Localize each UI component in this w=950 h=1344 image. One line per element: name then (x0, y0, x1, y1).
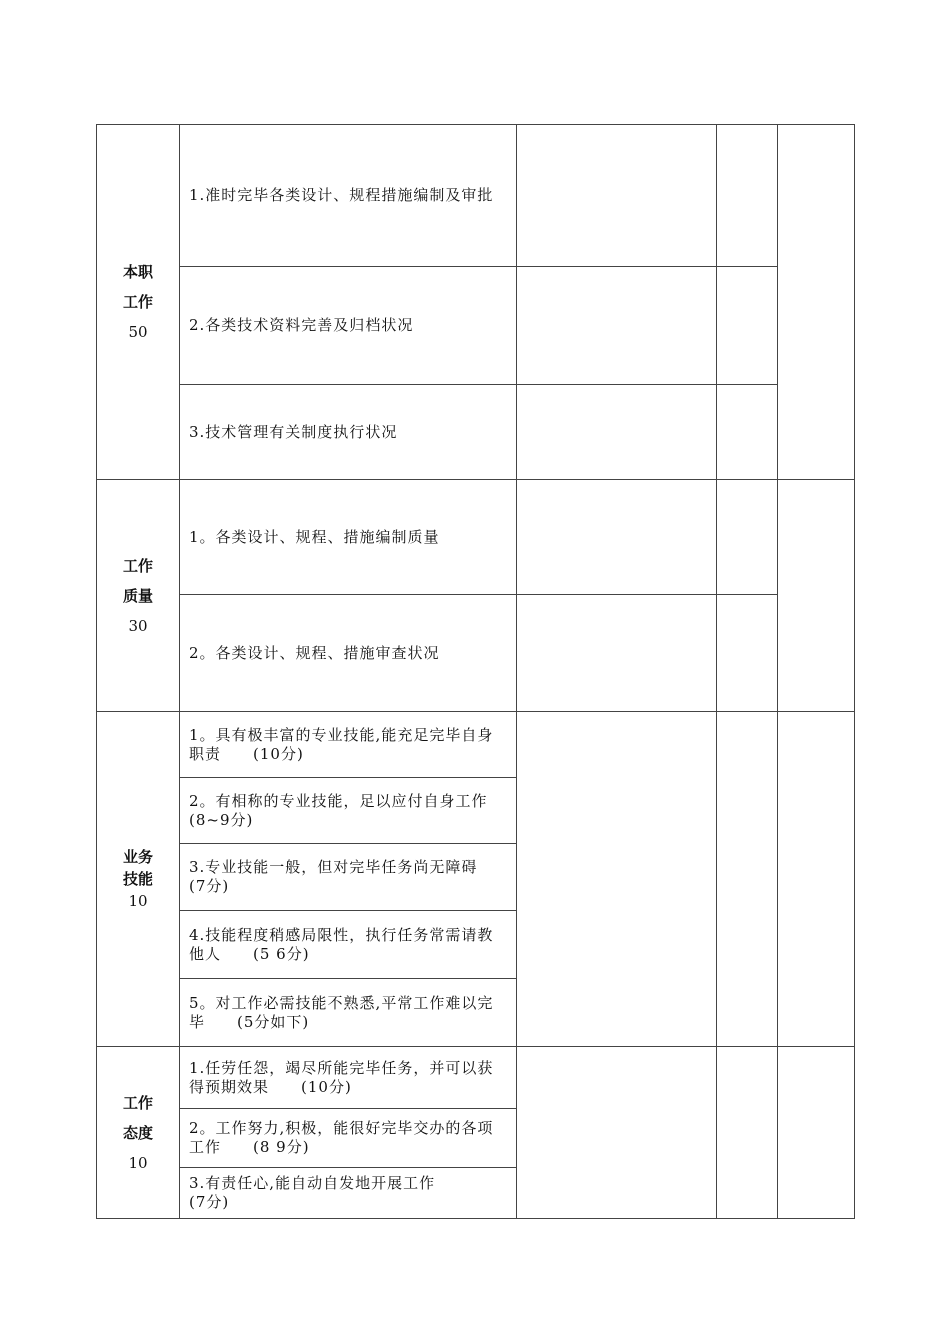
category-label-line: 工作 (122, 1093, 153, 1112)
table-row (97, 1047, 855, 1109)
table-row (97, 595, 855, 712)
empty-cell (778, 480, 855, 712)
criteria-item: 2.各类技术资料完善及归档状况 (180, 267, 517, 385)
criteria-item: 3.专业技能一般，但对完毕任务尚无障碍 (7分) (180, 844, 517, 911)
criteria-item: 3.有责任心,能自动自发地开展工作 (7分) (180, 1168, 517, 1219)
table-row (97, 712, 855, 778)
category-score: 50 (128, 323, 148, 341)
empty-cell (517, 480, 717, 595)
empty-cell (717, 595, 778, 712)
empty-cell (778, 125, 855, 480)
category-label-line: 态度 (122, 1123, 153, 1142)
category-cell-business-skills (97, 712, 180, 1047)
empty-cell (717, 385, 778, 480)
category-score: 10 (128, 892, 148, 910)
category-cell-work-quality (97, 480, 180, 712)
criteria-item: 2。有相称的专业技能，足以应付自身工作 (8~9分) (180, 778, 517, 844)
evaluation-table (96, 124, 855, 1219)
empty-cell (517, 267, 717, 385)
category-label-line: 工作 (122, 556, 153, 575)
category-cell-duty-work (97, 125, 180, 480)
empty-cell (717, 267, 778, 385)
category-label-line: 本职 (122, 263, 153, 281)
table-row (97, 125, 855, 267)
criteria-item: 1。具有极丰富的专业技能,能充足完毕自身职责 (10分) (180, 712, 517, 778)
criteria-item: 1.准时完毕各类设计、规程措施编制及审批 (180, 125, 517, 267)
empty-cell (717, 1047, 778, 1219)
table-row (97, 480, 855, 595)
empty-cell (717, 125, 778, 267)
empty-cell (517, 1047, 717, 1219)
criteria-item: 5。对工作必需技能不熟悉,平常工作难以完毕 (5分如下) (180, 979, 517, 1047)
criteria-item: 4.技能程度稍感局限性，执行任务常需请教他人 (5 6分) (180, 911, 517, 979)
category-score: 30 (128, 616, 148, 635)
criteria-item: 1。各类设计、规程、措施编制质量 (180, 480, 517, 595)
category-label-line: 技能 (122, 870, 153, 888)
empty-cell (517, 595, 717, 712)
criteria-item: 1.任劳任怨，竭尽所能完毕任务，并可以获得预期效果 (10分) (180, 1047, 517, 1109)
empty-cell (517, 712, 717, 1047)
category-score: 10 (128, 1153, 148, 1172)
empty-cell (778, 712, 855, 1047)
criteria-item: 2。各类设计、规程、措施审查状况 (180, 595, 517, 712)
category-cell-work-attitude (97, 1047, 180, 1219)
category-label-line: 质量 (122, 586, 153, 605)
table-row (97, 385, 855, 480)
empty-cell (717, 712, 778, 1047)
empty-cell (517, 125, 717, 267)
empty-cell (778, 1047, 855, 1219)
criteria-item: 2。工作努力,积极，能很好完毕交办的各项工作 (8 9分) (180, 1109, 517, 1168)
criteria-item: 3.技术管理有关制度执行状况 (180, 385, 517, 480)
empty-cell (517, 385, 717, 480)
table-row (97, 267, 855, 385)
category-label-line: 工作 (122, 293, 153, 311)
category-label-line: 业务 (122, 848, 153, 866)
empty-cell (717, 480, 778, 595)
